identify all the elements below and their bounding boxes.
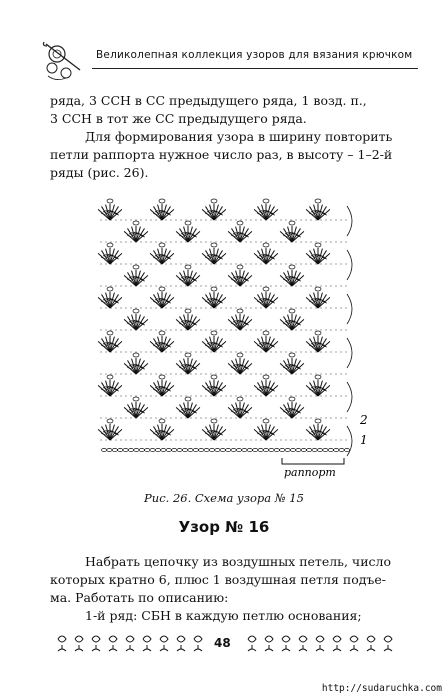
intro-line-5: ряды (рис. 26).	[50, 165, 149, 180]
row-label-1: 1	[360, 433, 368, 447]
row-label-2: 2	[360, 413, 368, 427]
body-line-4: 1-й ряд: СБН в каждую петлю основания;	[85, 608, 362, 623]
fan-stitch-grid	[98, 199, 352, 456]
footer-ornament-right-icon	[240, 631, 400, 657]
body-line-2: которых кратно 6, плюс 1 воздушная петля подъе-	[50, 572, 386, 587]
footer-ornament-left-icon	[50, 631, 210, 657]
page-number: 48	[214, 636, 231, 650]
intro-line-4: петли раппорта нужное число раз, в высоту – 1–2-й	[50, 147, 393, 162]
crochet-pattern-chart	[92, 180, 372, 480]
foundation-chain	[101, 448, 349, 451]
repeat-bracket	[282, 458, 344, 464]
running-header-title: Великолепная коллекция узоров для вязания крючком	[96, 49, 413, 61]
repeat-label: раппорт	[284, 466, 336, 479]
intro-line-2: 3 ССН в тот же СС предыдущего ряда.	[50, 111, 307, 126]
body-line-3: ма. Работать по описанию:	[50, 590, 229, 605]
intro-line-3: Для формирования узора в ширину повторить	[85, 129, 393, 144]
header-rule	[92, 68, 418, 69]
intro-line-1: ряда, 3 ССН в СС предыдущего ряда, 1 возд. п.,	[50, 93, 367, 108]
crochet-hook-logo-icon	[42, 38, 84, 84]
figure-caption: Рис. 26. Схема узора № 15	[144, 491, 304, 505]
body-line-1: Набрать цепочку из воздушных петель, число	[85, 554, 391, 569]
section-title: Узор № 16	[178, 518, 270, 536]
source-url: http://sudaruchka.com	[321, 683, 442, 694]
